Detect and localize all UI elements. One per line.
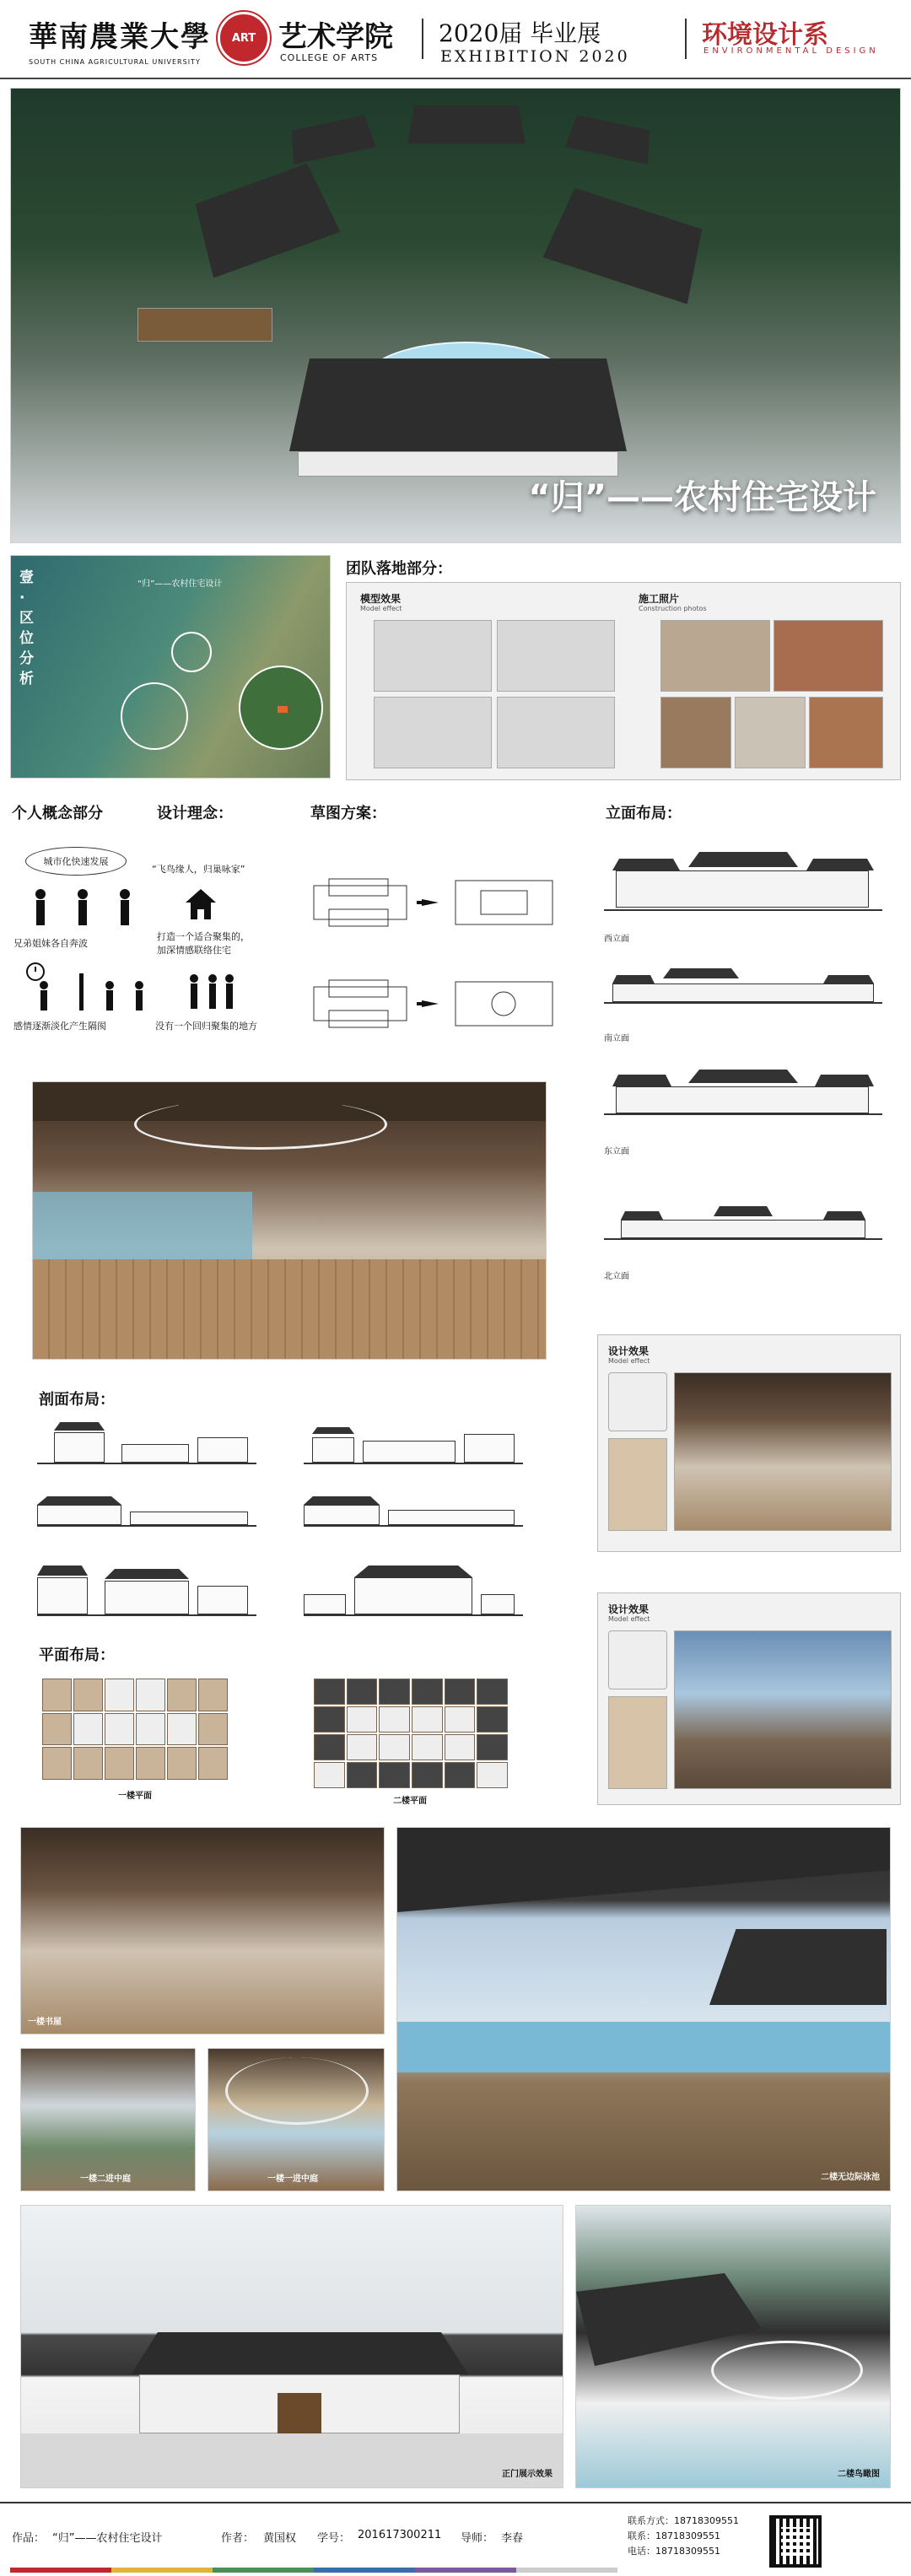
design-effect-sub: Model effect xyxy=(608,1357,650,1365)
render-label: 一楼书屋 xyxy=(28,2018,62,2027)
mini-plan xyxy=(608,1372,667,1431)
roof xyxy=(187,160,340,278)
hero-title: “归”——农村住宅设计 xyxy=(528,478,876,517)
section-heading: 剖面布局： xyxy=(39,1391,115,1409)
mini-plan xyxy=(608,1630,667,1689)
construction-title: 施工照片 xyxy=(639,593,680,605)
section-drawing xyxy=(37,1490,256,1527)
concept-bubble-text: 城市化快速发展 xyxy=(43,856,109,867)
concept-line-1: 兄弟姐妹各自奔波 xyxy=(13,938,88,949)
sketch-diagram xyxy=(312,978,557,1029)
exhibition-subtitle: EXHIBITION 2020 xyxy=(440,47,630,66)
school-name-en: SOUTH CHINA AGRICULTURAL UNIVERSITY xyxy=(29,58,201,66)
mini-plan xyxy=(608,1438,667,1531)
east-elevation xyxy=(604,1064,882,1115)
design-effect-render xyxy=(674,1630,892,1789)
north-elevation-label: 北立面 xyxy=(604,1272,629,1281)
contact-phone: 18718309551 xyxy=(655,2530,720,2541)
people-icon xyxy=(25,887,143,930)
team-panel xyxy=(346,582,901,780)
home-icon xyxy=(184,887,218,921)
site-marker xyxy=(278,706,288,713)
west-elevation xyxy=(604,852,882,911)
strip-color xyxy=(10,2568,111,2573)
exhibition-title: 2020届 毕业展 xyxy=(439,19,601,47)
render-label: 正门展示效果 xyxy=(502,2470,553,2479)
design-effect-sub: Model effect xyxy=(608,1615,650,1623)
work-title: “归”——农村住宅设计 xyxy=(52,2532,163,2545)
sketch-row-2 xyxy=(312,978,557,1029)
construction-photo xyxy=(660,620,770,692)
work-label: 作品： xyxy=(12,2532,46,2545)
construction-photo xyxy=(774,620,883,692)
first-floor-plan xyxy=(42,1679,228,1780)
separation-icons xyxy=(25,962,152,1012)
canopy xyxy=(397,1828,891,1912)
render-courtyard-1 xyxy=(208,2048,385,2191)
design-line-1: 打造一个适合聚集的， xyxy=(157,931,250,942)
qr-code-icon xyxy=(769,2515,822,2568)
render-aerial-2nd-floor xyxy=(575,2205,891,2488)
west-elevation-label: 西立面 xyxy=(604,935,629,944)
first-floor-label: 一楼平面 xyxy=(118,1792,152,1801)
school-name-cn: 華南農業大學 xyxy=(29,20,211,54)
construction-photo xyxy=(660,697,731,768)
strip-color xyxy=(516,2568,617,2573)
render-label: 二楼无边际泳池 xyxy=(821,2173,880,2182)
render-courtyard-2 xyxy=(20,2048,196,2191)
render-label: 一楼二进中庭 xyxy=(80,2175,131,2184)
model-photo xyxy=(374,620,492,692)
south-elevation xyxy=(604,962,882,1004)
roof xyxy=(131,2332,468,2374)
strip-color xyxy=(415,2568,516,2573)
terrace xyxy=(137,308,272,342)
pool-glimpse xyxy=(33,1192,252,1259)
advisor-label: 导师： xyxy=(461,2532,494,2545)
interior-corridor-render xyxy=(32,1081,547,1360)
concept-line-2: 感情逐渐淡化产生隔阂 xyxy=(13,1021,106,1032)
department-name-cn: 环境设计系 xyxy=(702,20,828,50)
contact-phone: 18718309551 xyxy=(674,2515,739,2526)
roof xyxy=(407,105,526,143)
gathering-icon xyxy=(186,970,236,1012)
design-effect-title: 设计效果 xyxy=(608,1345,650,1357)
construction-sub: Construction photos xyxy=(639,605,707,612)
contact-label: 联系： xyxy=(628,2530,655,2541)
roof xyxy=(289,358,627,451)
concept-heading: 个人概念部分 xyxy=(12,805,103,822)
author-label: 作者： xyxy=(221,2532,255,2545)
contact-phone: 18718309551 xyxy=(655,2546,720,2557)
second-floor-plan xyxy=(314,1679,508,1788)
hero-aerial-render xyxy=(10,88,901,543)
north-elevation xyxy=(604,1198,882,1240)
department-name-en: ENVIRONMENTAL DESIGN xyxy=(703,46,879,56)
model-effect-sub: Model effect xyxy=(360,605,402,612)
contact-label: 联系方式： xyxy=(628,2515,674,2526)
design-effect-title: 设计效果 xyxy=(608,1603,650,1615)
roof xyxy=(542,185,710,304)
door xyxy=(278,2393,321,2433)
render-label: 一楼一进中庭 xyxy=(267,2175,318,2184)
roof xyxy=(709,1929,887,2005)
render-front-gate xyxy=(20,2205,563,2488)
model-photo xyxy=(497,620,615,692)
east-elevation-label: 东立面 xyxy=(604,1147,629,1156)
design-effect-panel-2 xyxy=(597,1592,901,1805)
header-divider xyxy=(422,19,423,59)
section-drawing xyxy=(304,1490,523,1527)
advisor-name: 李春 xyxy=(501,2532,524,2545)
curved-roof xyxy=(225,2057,369,2125)
header-rule xyxy=(0,78,911,79)
construction-photo xyxy=(735,697,806,768)
construction-photo xyxy=(809,697,883,768)
wood-deck xyxy=(33,1259,547,1360)
ground xyxy=(21,2433,563,2488)
house-icon xyxy=(184,887,218,921)
elevation-heading: 立面布局： xyxy=(606,805,682,822)
header-divider xyxy=(685,19,687,59)
people-walking-icon xyxy=(186,970,236,1012)
sketch-row-1 xyxy=(312,877,557,928)
design-heading: 设计理念： xyxy=(157,805,233,822)
design-effect-render xyxy=(674,1372,892,1531)
design-line-2: 加深情感联络住宅 xyxy=(157,945,231,956)
team-heading: 团队落地部分： xyxy=(346,560,452,578)
map-callout-circle xyxy=(239,666,323,750)
model-effect-title: 模型效果 xyxy=(360,593,402,605)
second-floor-label: 二楼平面 xyxy=(393,1797,427,1806)
design-effect-panel-1 xyxy=(597,1334,901,1552)
map-callout-circle xyxy=(121,682,188,750)
strip-color xyxy=(213,2568,314,2573)
college-name-en: COLLEGE OF ARTS xyxy=(280,52,379,63)
curved-roof xyxy=(711,2341,863,2400)
concept-bubble xyxy=(25,847,127,876)
footer xyxy=(0,2502,911,2576)
people-apart-icon xyxy=(25,962,152,1012)
strip-color xyxy=(111,2568,213,2573)
roof xyxy=(287,114,376,164)
section-drawing xyxy=(37,1566,256,1616)
school-logo xyxy=(29,13,223,67)
map-callout-circle xyxy=(171,632,212,672)
art-seal-logo xyxy=(218,12,270,64)
author-name: 黄国权 xyxy=(263,2532,297,2545)
render-study xyxy=(20,1827,385,2034)
plan-heading: 平面布局： xyxy=(39,1646,115,1664)
sketch-diagram xyxy=(312,877,557,928)
pool xyxy=(397,2022,891,2072)
people-icons xyxy=(25,887,143,930)
section-drawing xyxy=(304,1422,523,1464)
mini-plan xyxy=(608,1696,667,1789)
render-label: 二楼鸟瞰图 xyxy=(838,2470,880,2479)
student-id-label: 学号： xyxy=(317,2532,351,2545)
model-photo xyxy=(497,697,615,768)
location-map xyxy=(10,555,331,779)
color-strip xyxy=(10,2568,617,2573)
strip-color xyxy=(314,2568,415,2573)
sketch-heading: 草图方案： xyxy=(310,805,386,822)
student-id: 201617300211 xyxy=(358,2529,442,2541)
render-infinity-pool xyxy=(396,1827,891,2191)
section-drawing xyxy=(304,1566,523,1616)
contact-label: 电话： xyxy=(628,2546,655,2557)
contact-block xyxy=(628,2514,739,2559)
south-elevation-label: 南立面 xyxy=(604,1034,629,1043)
map-title: “归”——农村住宅设计 xyxy=(137,579,223,589)
design-line-3: 没有一个回归聚集的地方 xyxy=(155,1021,257,1032)
design-quote: “飞鸟缘人，归巢咏家” xyxy=(152,864,245,875)
college-name-cn: 艺术学院 xyxy=(278,20,393,54)
curved-roof xyxy=(134,1099,387,1150)
roof xyxy=(565,114,655,164)
seal-text: ART xyxy=(231,31,256,45)
section-drawing xyxy=(37,1422,256,1464)
model-photo xyxy=(374,697,492,768)
location-label: 壹·区位分析 xyxy=(19,569,34,687)
